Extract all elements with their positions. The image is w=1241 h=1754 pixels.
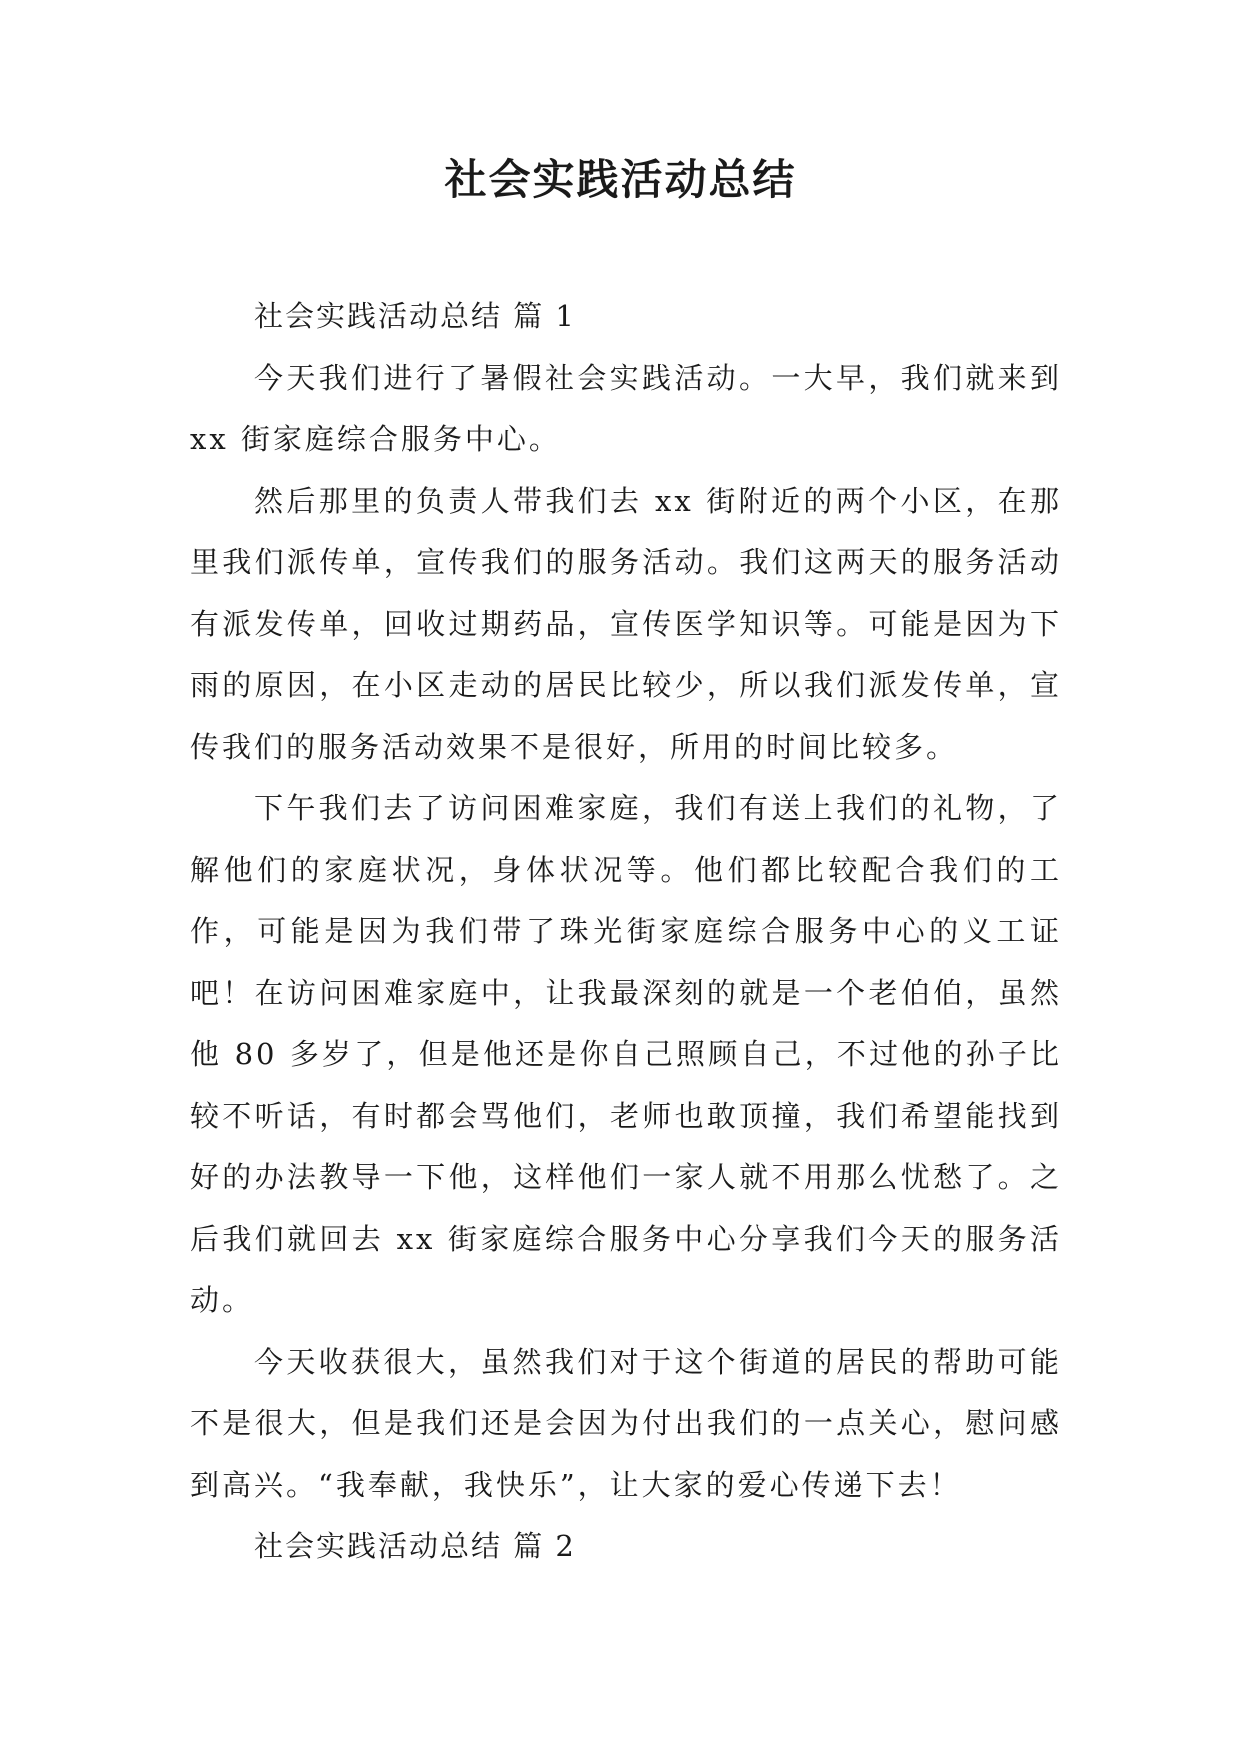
section-heading-1: 社会实践活动总结 篇 1 <box>254 299 576 333</box>
document-body <box>190 286 1062 1578</box>
paragraph-2: 然后那里的负责人带我们去 xx 街附近的两个小区，在那里我们派传单，宣传我们的服务活动。我们这两天的服务活动有派发传单，回收过期药品，宣传医学知识等。可能是因为下雨的原因，在小区走动的居民比较少，所以我们派发传单，宣传我们的服务活动效果不是很好，所用的时间比较多。 <box>190 483 1062 764</box>
paragraph-3: 下午我们去了访问困难家庭，我们有送上我们的礼物，了解他们的家庭状况，身体状况等。他们都比较配合我们的工作，可能是因为我们带了珠光街家庭综合服务中心的义工证吧！在访问困难家庭中，让我最深刻的就是一个老伯伯，虽然他 80 多岁了，但是他还是你自己照顾自己，不过他的孙子比较不听话，有时都会骂他们，老师也敢顶撞，我们希望能找到好的办法教导一下他，这样他们一家人就不用那么忧愁了。之后我们就回去 xx 街家庭综合服务中心分享我们今天的服务活动。 <box>190 791 1062 1317</box>
document-title: 社会实践活动总结 <box>444 155 797 204</box>
paragraph-1: 今天我们进行了暑假社会实践活动。一大早，我们就来到 xx 街家庭综合服务中心。 <box>190 360 1062 456</box>
section-heading-2: 社会实践活动总结 篇 2 <box>254 1529 576 1563</box>
paragraph-4: 今天收获很大，虽然我们对于这个街道的居民的帮助可能不是很大，但是我们还是会因为付出我们的一点关心，慰问感到高兴。“我奉献，我快乐”，让大家的爱心传递下去！ <box>190 1344 1062 1502</box>
